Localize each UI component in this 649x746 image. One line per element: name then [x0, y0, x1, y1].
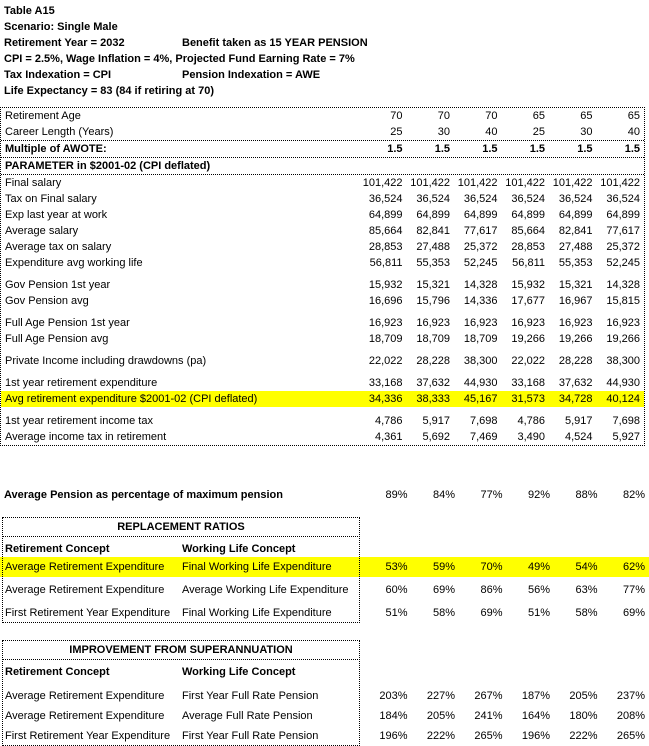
cell-value: 28,853: [368, 241, 403, 253]
cell-value: 85,664: [511, 225, 545, 237]
replacement-ratios-section: [0, 517, 649, 623]
cell-value: [498, 158, 546, 174]
cell-value: 40: [627, 126, 640, 138]
cell-value: 4,786: [517, 415, 545, 427]
row-label: 1st year retirement expenditure: [5, 377, 158, 389]
cell-value: 15,796: [416, 295, 450, 307]
cell-value: 36,524: [606, 193, 640, 205]
table-row: [1, 413, 644, 429]
cell-value: 208%: [616, 710, 645, 722]
ratio-row: [0, 580, 649, 600]
tax-indexation-label: Tax Indexation = CPI: [4, 69, 112, 81]
pension-indexation-label: Pension Indexation = AWE: [182, 69, 321, 81]
highlighted-table-row: [1, 391, 644, 407]
cell-value: 44,930: [463, 377, 498, 389]
retirement-benefit-line: [4, 35, 649, 51]
cell-value: 19,266: [511, 333, 545, 345]
cell-value: 56,811: [512, 257, 545, 269]
row-label: Retirement Age: [5, 110, 81, 122]
cell-value: 15,321: [416, 279, 450, 291]
cell-value: 88%: [575, 489, 598, 501]
cell-value: 34,336: [368, 393, 403, 405]
cell-value: 4,786: [374, 415, 403, 427]
retirement-concept-header: Retirement Concept: [5, 666, 110, 678]
cell-value: [593, 158, 641, 174]
cell-value: 1.5: [529, 143, 545, 155]
cell-value: 14,336: [463, 295, 498, 307]
cell-value: [403, 158, 451, 174]
cell-value: 82%: [622, 489, 645, 501]
replacement-column-headers: [0, 541, 649, 557]
row-label: Private Income including drawdowns (pa): [5, 355, 207, 367]
working-life-concept-header: Working Life Concept: [182, 543, 296, 555]
cell-value: 65: [627, 110, 640, 122]
cell-value: 222%: [569, 730, 598, 742]
retirement-concept-cell: Average Retirement Expenditure: [5, 561, 165, 573]
cell-value: 17,677: [511, 295, 545, 307]
retirement-concept-cell: Average Retirement Expenditure: [5, 690, 165, 702]
cell-value: 30: [437, 126, 450, 138]
cell-value: 16,923: [511, 317, 545, 329]
cell-value: 84%: [432, 489, 455, 501]
cell-value: 25,372: [463, 241, 498, 253]
cell-value: 1.5: [434, 143, 450, 155]
replacement-rows: [0, 557, 649, 623]
cell-value: 86%: [480, 584, 503, 596]
cell-value: 18,709: [463, 333, 498, 345]
cell-value: 33,168: [368, 377, 403, 389]
cell-value: 184%: [379, 710, 408, 722]
parameter-table: [0, 107, 645, 446]
cell-value: 52,245: [606, 257, 640, 269]
row-label: Avg retirement expenditure $2001-02 (CPI deflated): [5, 393, 258, 405]
cell-value: 58%: [432, 607, 455, 619]
cell-value: 241%: [474, 710, 503, 722]
life-expectancy-line: Life Expectancy = 83 (84 if retiring at 70): [4, 85, 214, 97]
cell-value: 51%: [385, 607, 408, 619]
table-row: [1, 207, 644, 223]
cell-value: 82,841: [558, 225, 593, 237]
cell-value: 227%: [426, 690, 455, 702]
cell-value: 31,573: [511, 393, 545, 405]
cell-value: 28,228: [558, 355, 593, 367]
cell-value: 49%: [527, 561, 550, 573]
cell-value: 16,923: [606, 317, 640, 329]
cell-value: 63%: [575, 584, 598, 596]
row-label: Average tax on salary: [5, 241, 112, 253]
cell-value: 56%: [527, 584, 550, 596]
cell-value: 101,422: [600, 177, 640, 189]
cell-value: [450, 158, 498, 174]
cell-value: 18,709: [416, 333, 450, 345]
cell-value: 51%: [527, 607, 550, 619]
cell-value: 70: [437, 110, 450, 122]
cell-value: 54%: [575, 561, 598, 573]
cell-value: 187%: [521, 690, 550, 702]
cell-value: 92%: [527, 489, 550, 501]
table-row: [1, 315, 644, 331]
row-label: Exp last year at work: [5, 209, 108, 221]
cell-value: 53%: [385, 561, 408, 573]
cell-value: 36,524: [511, 193, 545, 205]
ratio-row: [0, 686, 649, 706]
cell-value: 70%: [480, 561, 503, 573]
table-row: [1, 239, 644, 255]
cell-value: 30: [580, 126, 593, 138]
cell-value: 5,917: [564, 415, 593, 427]
row-label: Average salary: [5, 225, 79, 237]
retirement-concept-cell: Average Retirement Expenditure: [5, 710, 165, 722]
cell-value: [355, 158, 403, 174]
cell-value: 205%: [569, 690, 598, 702]
cell-value: 38,300: [606, 355, 640, 367]
cell-value: 70: [485, 110, 498, 122]
table-row: [1, 175, 644, 191]
cell-value: 64,899: [416, 209, 450, 221]
cell-value: 36,524: [463, 193, 498, 205]
retirement-concept-cell: First Retirement Year Expenditure: [5, 607, 171, 619]
cell-value: 14,328: [463, 279, 498, 291]
working-life-concept-cell: Average Full Rate Pension: [182, 710, 313, 722]
cell-value: 16,923: [463, 317, 498, 329]
cell-value: 65: [580, 110, 593, 122]
cell-value: 56,811: [369, 257, 403, 269]
cell-value: 16,967: [558, 295, 593, 307]
cell-value: 101,422: [362, 177, 403, 189]
cell-value: 7,469: [469, 431, 498, 443]
benefit-label: Benefit taken as 15 YEAR PENSION: [182, 37, 368, 49]
cell-value: 62%: [622, 561, 645, 573]
cell-value: 15,932: [511, 279, 545, 291]
cell-value: 4,524: [564, 431, 593, 443]
cell-value: 77%: [480, 489, 503, 501]
retirement-concept-cell: Average Retirement Expenditure: [5, 584, 165, 596]
cell-value: 40: [485, 126, 498, 138]
cell-value: 180%: [569, 710, 598, 722]
cell-value: 40,124: [606, 393, 640, 405]
row-label: Career Length (Years): [5, 126, 114, 138]
working-life-concept-cell: First Year Full Rate Pension: [182, 730, 319, 742]
row-label: Full Age Pension avg: [5, 333, 109, 345]
cell-value: 85,664: [368, 225, 403, 237]
average-pension-label: Average Pension as percentage of maximum pension: [4, 489, 283, 501]
row-label: Gov Pension avg: [5, 295, 89, 307]
cell-value: 196%: [521, 730, 550, 742]
cell-value: 69%: [480, 607, 503, 619]
cell-value: 44,930: [606, 377, 640, 389]
working-life-concept-cell: Final Working Life Expenditure: [182, 607, 332, 619]
cell-value: 22,022: [368, 355, 403, 367]
cell-value: 101,422: [552, 177, 593, 189]
cell-value: 77,617: [606, 225, 640, 237]
scenario-line: Scenario: Single Male: [4, 21, 118, 33]
table-row: [1, 158, 644, 174]
cell-value: 19,266: [558, 333, 593, 345]
cell-value: [545, 158, 593, 174]
average-pension-row: [0, 487, 649, 503]
cell-value: 101,422: [410, 177, 450, 189]
cell-value: 28,853: [511, 241, 545, 253]
retirement-year-label: Retirement Year = 2032: [4, 37, 125, 49]
table-row: [1, 223, 644, 239]
cell-value: 69%: [432, 584, 455, 596]
cell-value: 164%: [521, 710, 550, 722]
cell-value: 101,422: [505, 177, 545, 189]
cell-value: 28,228: [416, 355, 450, 367]
cell-value: 15,815: [606, 295, 640, 307]
improvement-rows: [0, 686, 649, 746]
cell-value: 37,632: [558, 377, 593, 389]
working-life-concept-cell: Average Working Life Expenditure: [182, 584, 349, 596]
cell-value: 267%: [474, 690, 503, 702]
cell-value: 203%: [379, 690, 408, 702]
cell-value: 64,899: [606, 209, 640, 221]
highlighted-ratio-row: [0, 557, 649, 577]
cell-value: 22,022: [511, 355, 545, 367]
cell-value: 1.5: [482, 143, 498, 155]
table-row: [1, 293, 644, 309]
table-row: [1, 108, 644, 124]
ratio-row: [0, 706, 649, 726]
cell-value: 55,353: [416, 257, 450, 269]
table-row: [1, 124, 644, 140]
cell-value: 16,923: [416, 317, 450, 329]
table-row: [1, 255, 644, 271]
table-row: [1, 375, 644, 391]
cell-value: 15,932: [368, 279, 403, 291]
cell-value: 237%: [616, 690, 645, 702]
cell-value: 1.5: [387, 143, 403, 155]
cell-value: 58%: [575, 607, 598, 619]
improvement-section: [0, 640, 649, 746]
row-label: Final salary: [5, 177, 62, 189]
row-label: Expenditure avg working life: [5, 257, 143, 269]
working-life-concept-cell: First Year Full Rate Pension: [182, 690, 319, 702]
cell-value: 25: [390, 126, 403, 138]
indexation-line: [4, 67, 649, 83]
cell-value: 1.5: [624, 143, 640, 155]
cell-value: 60%: [385, 584, 408, 596]
retirement-concept-header: Retirement Concept: [5, 543, 110, 555]
cell-value: 19,266: [606, 333, 640, 345]
row-label: Gov Pension 1st year: [5, 279, 111, 291]
table-row: [1, 429, 644, 445]
cell-value: 16,696: [368, 295, 403, 307]
table-row: [1, 141, 644, 157]
cell-value: 205%: [426, 710, 455, 722]
report-header: [0, 0, 649, 99]
table-row: [1, 191, 644, 207]
improvement-column-headers: [0, 664, 649, 680]
cell-value: 77%: [622, 584, 645, 596]
row-label: PARAMETER in $2001-02 (CPI deflated): [5, 160, 211, 172]
cell-value: 5,692: [422, 431, 450, 443]
row-label: Full Age Pension 1st year: [5, 317, 130, 329]
cell-value: 27,488: [416, 241, 450, 253]
cell-value: 77,617: [463, 225, 498, 237]
cell-value: 45,167: [463, 393, 498, 405]
cell-value: 196%: [379, 730, 408, 742]
row-label: Tax on Final salary: [5, 193, 97, 205]
assumptions-line: CPI = 2.5%, Wage Inflation = 4%, Projected Fund Earning Rate = 7%: [4, 53, 355, 65]
cell-value: 38,300: [463, 355, 498, 367]
cell-value: 33,168: [511, 377, 545, 389]
cell-value: 69%: [622, 607, 645, 619]
table-row: [1, 353, 644, 369]
cell-value: 36,524: [416, 193, 450, 205]
cell-value: 25: [532, 126, 545, 138]
row-label: Multiple of AWOTE:: [5, 143, 107, 155]
cell-value: 27,488: [558, 241, 593, 253]
cell-value: 265%: [474, 730, 503, 742]
cell-value: 38,333: [416, 393, 450, 405]
cell-value: 59%: [432, 561, 455, 573]
row-label: 1st year retirement income tax: [5, 415, 153, 427]
cell-value: 5,927: [612, 431, 640, 443]
ratio-row: [0, 603, 649, 623]
cell-value: 1.5: [577, 143, 593, 155]
cell-value: 18,709: [368, 333, 403, 345]
cell-value: 15,321: [558, 279, 593, 291]
cell-value: 89%: [385, 489, 408, 501]
cell-value: 36,524: [368, 193, 403, 205]
cell-value: 65: [532, 110, 545, 122]
cell-value: 7,698: [469, 415, 498, 427]
table-row: [1, 331, 644, 347]
cell-value: 64,899: [463, 209, 498, 221]
working-life-concept-header: Working Life Concept: [182, 666, 296, 678]
cell-value: 64,899: [558, 209, 593, 221]
cell-value: 222%: [426, 730, 455, 742]
cell-value: 64,899: [368, 209, 403, 221]
cell-value: 34,728: [558, 393, 593, 405]
cell-value: 4,361: [374, 431, 403, 443]
cell-value: 101,422: [457, 177, 498, 189]
table-row: [1, 277, 644, 293]
cell-value: 36,524: [558, 193, 593, 205]
working-life-concept-cell: Final Working Life Expenditure: [182, 561, 332, 573]
cell-value: 14,328: [606, 279, 640, 291]
cell-value: 52,245: [463, 257, 498, 269]
cell-value: 7,698: [612, 415, 640, 427]
cell-value: 16,923: [368, 317, 403, 329]
page-title: Table A15: [4, 5, 55, 17]
cell-value: 82,841: [416, 225, 450, 237]
cell-value: 37,632: [416, 377, 450, 389]
cell-value: 3,490: [517, 431, 545, 443]
ratio-row: [0, 726, 649, 746]
cell-value: 70: [390, 110, 403, 122]
row-label: Average income tax in retirement: [5, 431, 167, 443]
replacement-ratios-title: REPLACEMENT RATIOS: [2, 517, 360, 537]
cell-value: 55,353: [558, 257, 593, 269]
cell-value: 25,372: [606, 241, 640, 253]
cell-value: 16,923: [558, 317, 593, 329]
cell-value: 5,917: [422, 415, 450, 427]
cell-value: 265%: [616, 730, 645, 742]
cell-value: 64,899: [511, 209, 545, 221]
improvement-title: IMPROVEMENT FROM SUPERANNUATION: [2, 640, 360, 660]
retirement-concept-cell: First Retirement Year Expenditure: [5, 730, 171, 742]
